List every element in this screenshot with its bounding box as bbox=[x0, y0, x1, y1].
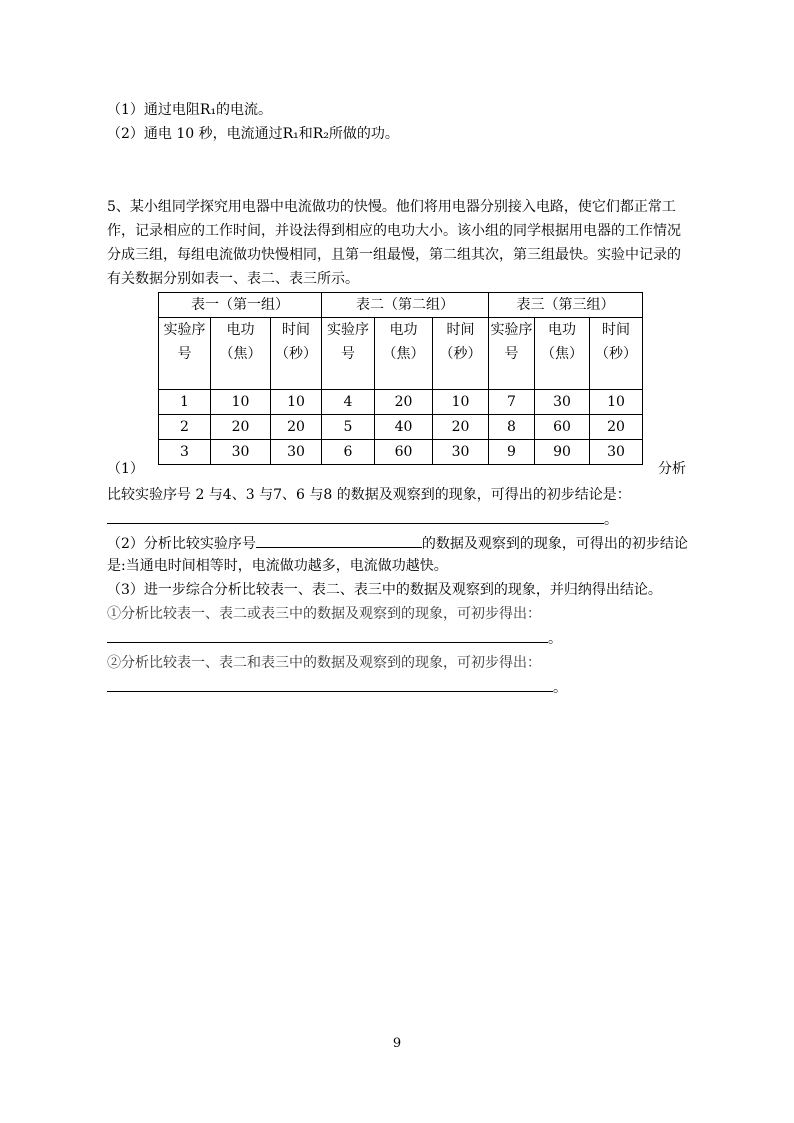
table-cell: 20 bbox=[590, 415, 643, 440]
table-cell: 60 bbox=[375, 440, 433, 465]
sub1-answer-line bbox=[107, 509, 618, 530]
table-cell: 20 bbox=[433, 415, 489, 440]
table-1-title: 表一（第一组） bbox=[159, 293, 322, 318]
table-cell: 10 bbox=[433, 390, 489, 415]
table-cell: 10 bbox=[590, 390, 643, 415]
col-header: 实验序号 bbox=[322, 318, 375, 390]
table-cell: 60 bbox=[535, 415, 590, 440]
answer-blank[interactable] bbox=[107, 509, 604, 524]
table-2-title: 表二（第二组） bbox=[322, 293, 489, 318]
answer-blank[interactable] bbox=[107, 677, 553, 692]
sub2-line1 bbox=[107, 533, 688, 554]
table-cell: 2 bbox=[159, 415, 211, 440]
sub3b-answer-line bbox=[107, 677, 567, 698]
q4-part2: （2）通电 10 秒，电流通过R₁和R₂所做的功。 bbox=[107, 126, 399, 142]
data-tables bbox=[158, 292, 643, 465]
q4-part1: （1）通过电阻R₁的电流。 bbox=[107, 102, 273, 118]
table-cell: 5 bbox=[322, 415, 375, 440]
q5-intro-line-4: 有关数据分别如表一、表二、表三所示。 bbox=[107, 271, 359, 287]
table-row bbox=[159, 415, 643, 440]
page-number: 9 bbox=[392, 1036, 402, 1051]
sub2-line2: 是:当通电时间相等时，电流做功越多，电流做功越快。 bbox=[107, 558, 448, 574]
sub3b: ②分析比较表一、表二和表三中的数据及观察到的现象，可初步得出： bbox=[107, 655, 541, 671]
table-cell: 30 bbox=[271, 440, 322, 465]
table-cell: 10 bbox=[211, 390, 271, 415]
table-cell: 30 bbox=[535, 390, 590, 415]
col-header: 实验序号 bbox=[159, 318, 211, 390]
period: 。 bbox=[548, 631, 562, 647]
table-row bbox=[159, 440, 643, 465]
answer-blank[interactable] bbox=[256, 533, 422, 548]
q5-intro-line-2: 作，记录相应的工作时间，并设法得到相应的电功大小。该小组的同学根据用电器的工作情况 bbox=[107, 223, 681, 239]
table-cell: 40 bbox=[375, 415, 433, 440]
sub2-suffix: 的数据及观察到的现象，可得出的初步结论 bbox=[421, 536, 688, 552]
period: 。 bbox=[553, 680, 567, 696]
sub3: （3）进一步综合分析比较表一、表二、表三中的数据及观察到的现象，并归纳得出结论。 bbox=[107, 582, 662, 598]
q5-intro-line-3: 分成三组，每组电流做功快慢相同，且第一组最慢，第二组其次，第三组最快。实验中记录的 bbox=[107, 247, 681, 263]
col-header: 时间（秒） bbox=[433, 318, 489, 390]
table-cell: 9 bbox=[489, 440, 535, 465]
table-cell: 1 bbox=[159, 390, 211, 415]
table-3-title: 表三（第三组） bbox=[489, 293, 643, 318]
col-header: 电功（焦） bbox=[535, 318, 590, 390]
q5-intro bbox=[107, 195, 685, 291]
table-cell: 8 bbox=[489, 415, 535, 440]
table-cell: 20 bbox=[211, 415, 271, 440]
table-cell: 20 bbox=[271, 415, 322, 440]
sub2-prefix: （2）分析比较实验序号 bbox=[107, 536, 256, 552]
answer-blank[interactable] bbox=[107, 628, 548, 643]
col-header: 电功（焦） bbox=[375, 318, 433, 390]
sub3a: ①分析比较表一、表二或表三中的数据及观察到的现象，可初步得出： bbox=[107, 606, 541, 622]
sub1-line2: 比较实验序号 2 与4、3 与7、6 与8 的数据及观察到的现象，可得出的初步结论是： bbox=[107, 487, 631, 503]
col-header: 电功（焦） bbox=[211, 318, 271, 390]
q5-intro-line-1: 5、某小组同学探究用电器中电流做功的快慢。他们将用电器分别接入电路，使它们都正常工 bbox=[107, 199, 676, 215]
sub3a-answer-line bbox=[107, 628, 562, 649]
table-cell: 10 bbox=[271, 390, 322, 415]
col-header: 实验序号 bbox=[489, 318, 535, 390]
table-cell: 90 bbox=[535, 440, 590, 465]
table-cell: 30 bbox=[590, 440, 643, 465]
sub1-suffix: 分析 bbox=[658, 461, 686, 477]
col-header: 时间（秒） bbox=[271, 318, 322, 390]
table-cell: 3 bbox=[159, 440, 211, 465]
sub1-prefix: （1） bbox=[107, 461, 144, 477]
table-cell: 7 bbox=[489, 390, 535, 415]
table-cell: 30 bbox=[433, 440, 489, 465]
table-row bbox=[159, 390, 643, 415]
table-cell: 20 bbox=[375, 390, 433, 415]
table-cell: 30 bbox=[211, 440, 271, 465]
table-cell: 6 bbox=[322, 440, 375, 465]
table-cell: 4 bbox=[322, 390, 375, 415]
period: 。 bbox=[604, 512, 618, 528]
col-header: 时间（秒） bbox=[590, 318, 643, 390]
